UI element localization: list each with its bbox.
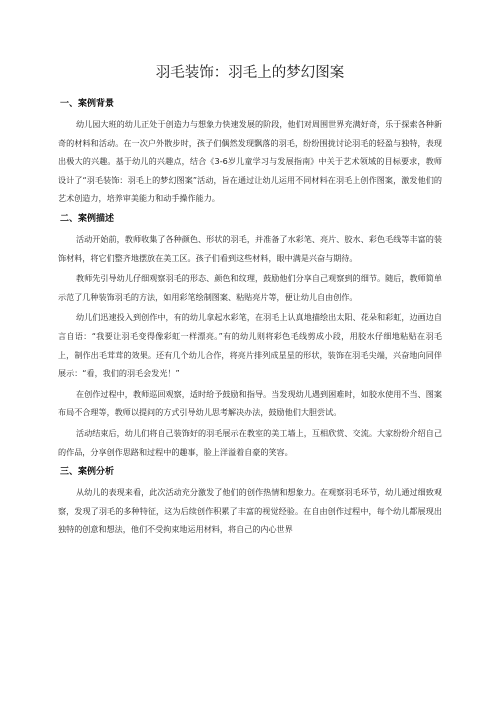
- section-heading: 三、案例分析: [60, 467, 115, 478]
- section-heading: 二、案例描述: [60, 213, 115, 224]
- paragraph: 在创作过程中，教师巡回观察，适时给予鼓励和指导。当发现幼儿遇到困难时，如胶水使用不当、图案布局不合理等，教师以提问的方式引导幼儿思考解决办法，鼓励他们大胆尝试。: [58, 388, 442, 418]
- section-description: [58, 210, 442, 461]
- document-body: [58, 95, 442, 541]
- paragraph: 幼儿们迅速投入到创作中，有的幼儿拿起水彩笔，在羽毛上认真地描绘出太阳、花朵和彩虹，边画边自言自语：“我要让羽毛变得像彩虹一样漂亮。”有的幼儿则将彩色毛线剪成小段，用胶水仔细地粘贴在羽毛上，制作出毛茸茸的效果。还有几个幼儿合作，将亮片排列成星星的形状，装饰在羽毛尖端，兴奋地向同伴展示：“看，我们的羽毛会发光！”: [58, 312, 442, 379]
- paragraph: 从幼儿的表现来看，此次活动充分激发了他们的创作热情和想象力。在观察羽毛环节，幼儿通过细致观察，发现了羽毛的多种特征，这为后续创作积累了丰富的视觉经验。在自由创作过程中，每个幼儿都展现出独特的创意和想法，他们不受拘束地运用材料，将自己的内心世界: [58, 487, 442, 535]
- paragraph: 活动结束后，幼儿们将自己装饰好的羽毛展示在教室的美工墙上，互相欣赏、交流。大家纷纷介绍自己的作品，分享创作思路和过程中的趣事，脸上洋溢着自豪的笑容。: [58, 427, 442, 457]
- document-title: 羽毛装饰：羽毛上的梦幻图案: [155, 65, 345, 81]
- section-analysis: [58, 463, 442, 539]
- section-heading: 一、案例背景: [60, 99, 115, 109]
- paragraph: 教师先引导幼儿仔细观察羽毛的形态、颜色和纹理，鼓励他们分享自己观察到的细节。随后，教师简单示范了几种装饰羽毛的方法，如用彩笔绘制图案、粘贴亮片等，便让幼儿自由创作。: [58, 273, 442, 302]
- paragraph: 幼儿园大班的幼儿正处于创造力与想象力快速发展的阶段，他们对周围世界充满好奇，乐于探索各种新奇的材料和活动。在一次户外散步时，孩子们偶然发现飘落的羽毛，纷纷围拢讨论羽毛的轻盈与独特，表现出极大的兴趣。基于幼儿的兴趣点，结合《3-6岁儿童学习与发展指南》中关于艺术领域的目标要求，教师设计了“羽毛装饰：羽毛上的梦幻图案”活动，旨在通过让幼儿运用不同材料在羽毛上创作图案，激发他们的艺术创造力，培养审美能力和动手操作能力。: [58, 119, 442, 204]
- section-background: [58, 95, 442, 208]
- paragraph: 活动开始前，教师收集了各种颜色、形状的羽毛，并准备了水彩笔、亮片、胶水、彩色毛线等丰富的装饰材料，将它们整齐地摆放在美工区。孩子们看到这些材料，眼中满是兴奋与期待。: [58, 233, 442, 263]
